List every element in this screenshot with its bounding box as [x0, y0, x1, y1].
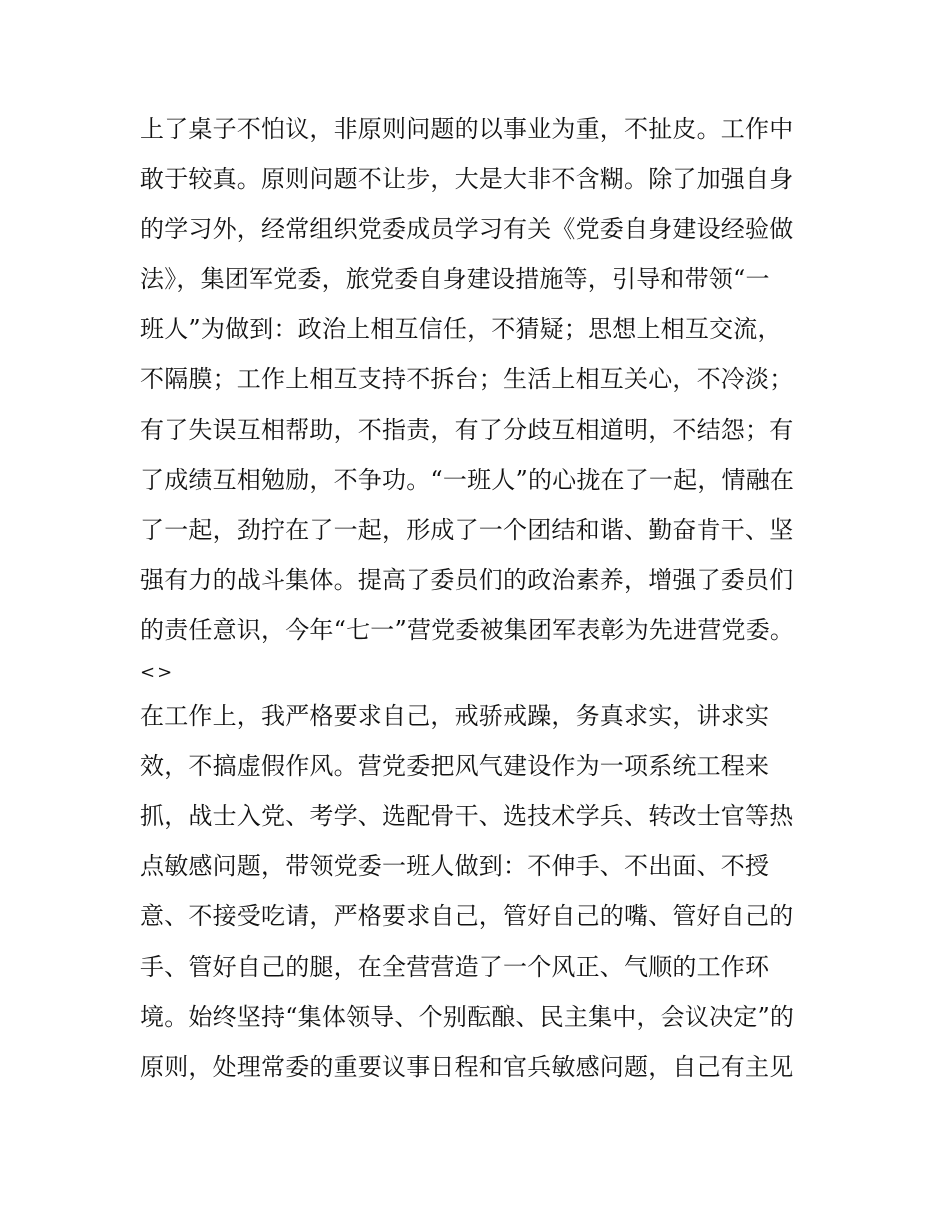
text-line: 不隔膜；工作上相互支持不拆台；生活上相互关心，不冷淡； [140, 365, 794, 394]
text-line: 敢于较真。原则问题不让步，大是大非不含糊。除了加强自身 [140, 165, 794, 194]
text-line: 了一起，劲拧在了一起，形成了一个团结和谐、勤奋肯干、坚 [140, 515, 794, 544]
text-line: 抓，战士入党、考学、选配骨干、选技术学兵、转改士官等热 [140, 802, 794, 831]
text-line: 在工作上，我严格要求自己，戒骄戒躁，务真求实，讲求实 [140, 702, 770, 731]
text-line: 法》，集团军党委，旅党委自身建设措施等，引导和带领“一 [140, 265, 770, 294]
text-line: 了成绩互相勉励，不争功。“一班人”的心拢在了一起，情融在 [140, 465, 795, 494]
paragraph-work-style [140, 691, 820, 1092]
text-line: 原则，处理常委的重要议事日程和官兵敏感问题，自己有主见 [140, 1052, 794, 1081]
text-line: 强有力的战斗集体。提高了委员们的政治素养，增强了委员们 [140, 565, 794, 594]
text-line: 班人”为做到：政治上相互信任，不猜疑；思想上相互交流， [140, 315, 782, 344]
text-line: 意、不接受吃请，严格要求自己，管好自己的嘴、管好自己的 [140, 902, 794, 931]
document-body [140, 104, 820, 1092]
text-line: 效，不搞虚假作风。营党委把风气建设作为一项系统工程来 [140, 752, 770, 781]
text-line: 的学习外，经常组织党委成员学习有关《党委自身建设经验做 [140, 215, 794, 244]
text-line: 点敏感问题，带领党委一班人做到：不伸手、不出面、不授 [140, 852, 770, 881]
text-line: 的责任意识，今年“七一”营党委被集团军表彰为先进营党委。 [140, 615, 795, 644]
text-line: 有了失误互相帮助，不指责，有了分歧互相道明，不结怨；有 [140, 415, 794, 444]
paragraph-party-committee-unity [140, 104, 820, 655]
text-line: 手、管好自己的腿，在全营营造了一个风正、气顺的工作环 [140, 952, 770, 981]
text-line: 境。始终坚持“集体领导、个别酝酿、民主集中，会议决定”的 [140, 1002, 795, 1031]
text-line: 上了桌子不怕议，非原则问题的以事业为重，不扯皮。工作中 [140, 115, 794, 143]
section-marker: <> [140, 662, 175, 684]
